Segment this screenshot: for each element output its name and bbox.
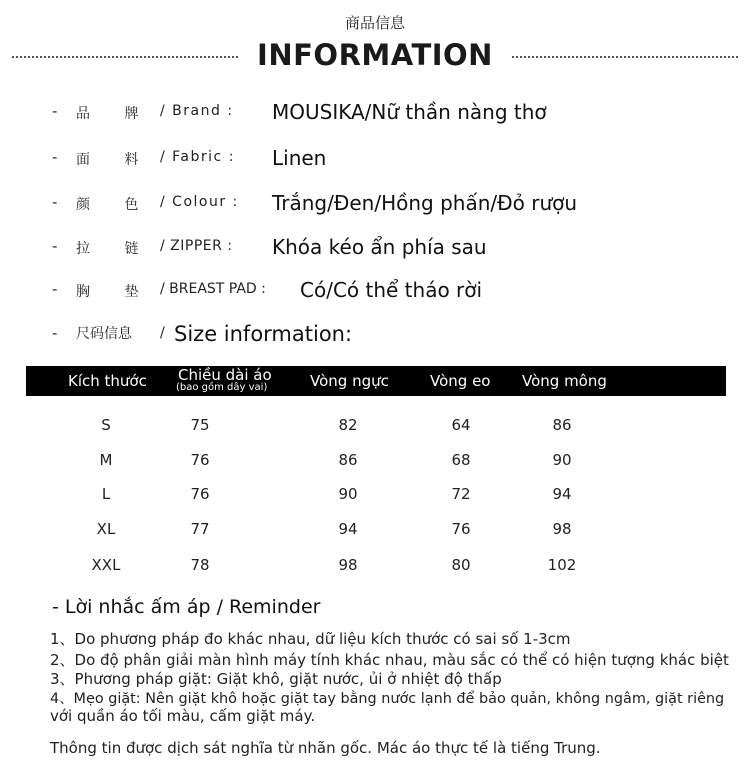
- spec-label-en: / BREAST PAD :: [160, 281, 266, 297]
- cell-hip: 86: [552, 416, 572, 434]
- cell-length: 75: [190, 416, 210, 434]
- table-row: [0, 485, 750, 505]
- col-header-waist: Vòng eo: [430, 372, 491, 390]
- spec-label-cn: 尺码信息: [76, 326, 132, 342]
- cell-size: S: [101, 416, 111, 434]
- spec-value: MOUSIKA/Nữ thần nàng thơ: [272, 100, 547, 124]
- cell-length: 78: [190, 556, 210, 574]
- row-dash: -: [52, 193, 58, 211]
- spec-row-breast-pad: [0, 278, 750, 302]
- cell-hip: 90: [552, 451, 572, 469]
- cell-length: 76: [190, 451, 210, 469]
- cell-bust: 82: [338, 416, 358, 434]
- reminder-item-continued: với quần áo tối màu, cấm giặt máy.: [50, 707, 316, 725]
- spec-row-zipper: [0, 235, 750, 259]
- spec-label-cn: 面 料: [76, 152, 139, 168]
- cell-size: L: [101, 485, 111, 503]
- size-table-header: [26, 366, 726, 396]
- spec-value: Có/Có thể tháo rời: [300, 278, 483, 302]
- reminder-item: 2、Do độ phân giải màn hình máy tính khác nhau, màu sắc có thể có hiện tượng khác biệt: [50, 651, 729, 669]
- cell-hip: 102: [547, 556, 577, 574]
- spec-value: Linen: [272, 146, 327, 170]
- spec-label-cn: 颜 色: [76, 197, 139, 213]
- col-header-length-note: (bao gồm dây vai): [176, 382, 268, 393]
- spec-row-brand: [0, 100, 750, 124]
- col-header-size: Kích thước: [68, 372, 147, 390]
- cell-hip: 98: [552, 520, 572, 538]
- cell-bust: 98: [338, 556, 358, 574]
- cell-length: 76: [190, 485, 210, 503]
- cell-bust: 90: [338, 485, 358, 503]
- cell-waist: 64: [451, 416, 471, 434]
- cell-hip: 94: [552, 485, 572, 503]
- reminder-item: 4、Mẹo giặt: Nên giặt khô hoặc giặt tay bằng nước lạnh để bảo quản, không ngâm, giặt riêng: [50, 691, 725, 707]
- spec-label-en: / ZIPPER :: [160, 238, 233, 254]
- cell-waist: 76: [451, 520, 471, 538]
- spec-label-cn: 胸 垫: [76, 284, 139, 300]
- cell-size: XL: [96, 520, 116, 538]
- reminder-item: 3、Phương pháp giặt: Giặt khô, giặt nước, ủi ở nhiệt độ thấp: [50, 670, 502, 688]
- cell-waist: 68: [451, 451, 471, 469]
- spec-label-cn: 品 牌: [76, 106, 139, 122]
- spec-value: Khóa kéo ẩn phía sau: [272, 235, 487, 259]
- cell-bust: 86: [338, 451, 358, 469]
- spec-row-fabric: [0, 146, 750, 170]
- page-title: INFORMATION: [257, 38, 493, 72]
- spec-row-size-information: [0, 322, 750, 348]
- col-header-length: Chiều dài áo: [178, 366, 272, 384]
- spec-value: Trắng/Đen/Hồng phấn/Đỏ rượu: [272, 191, 578, 215]
- reminder-title: - Lời nhắc ấm áp / Reminder: [52, 596, 321, 618]
- section-subtitle: 商品信息: [344, 14, 405, 32]
- row-dash: -: [52, 324, 58, 342]
- table-row: [0, 416, 750, 436]
- col-header-hip: Vòng mông: [522, 372, 607, 390]
- spec-label-en: / Fabric :: [160, 149, 235, 165]
- cell-waist: 80: [451, 556, 471, 574]
- reminder-item: 1、Do phương pháp đo khác nhau, dữ liệu kích thước có sai số 1-3cm: [50, 630, 571, 648]
- cell-size: XXL: [91, 556, 121, 574]
- table-row: [0, 451, 750, 471]
- table-row: [0, 556, 750, 576]
- col-header-bust: Vòng ngực: [310, 372, 389, 390]
- spec-label-en: /: [160, 325, 165, 341]
- spec-row-colour: [0, 191, 750, 215]
- spec-label-en: / Brand :: [160, 103, 234, 119]
- cell-length: 77: [190, 520, 210, 538]
- table-row: [0, 520, 750, 540]
- right-dotted-divider: [512, 56, 738, 58]
- spec-label-cn: 拉 链: [76, 241, 139, 257]
- cell-bust: 94: [338, 520, 358, 538]
- row-dash: -: [52, 280, 58, 298]
- row-dash: -: [52, 237, 58, 255]
- row-dash: -: [52, 102, 58, 120]
- spec-value: Size information:: [174, 322, 353, 346]
- translation-footnote: Thông tin được dịch sát nghĩa từ nhãn gốc. Mác áo thực tế là tiếng Trung.: [50, 739, 601, 757]
- cell-waist: 72: [451, 485, 471, 503]
- row-dash: -: [52, 148, 58, 166]
- spec-label-en: / Colour :: [160, 194, 239, 210]
- cell-size: M: [99, 451, 113, 469]
